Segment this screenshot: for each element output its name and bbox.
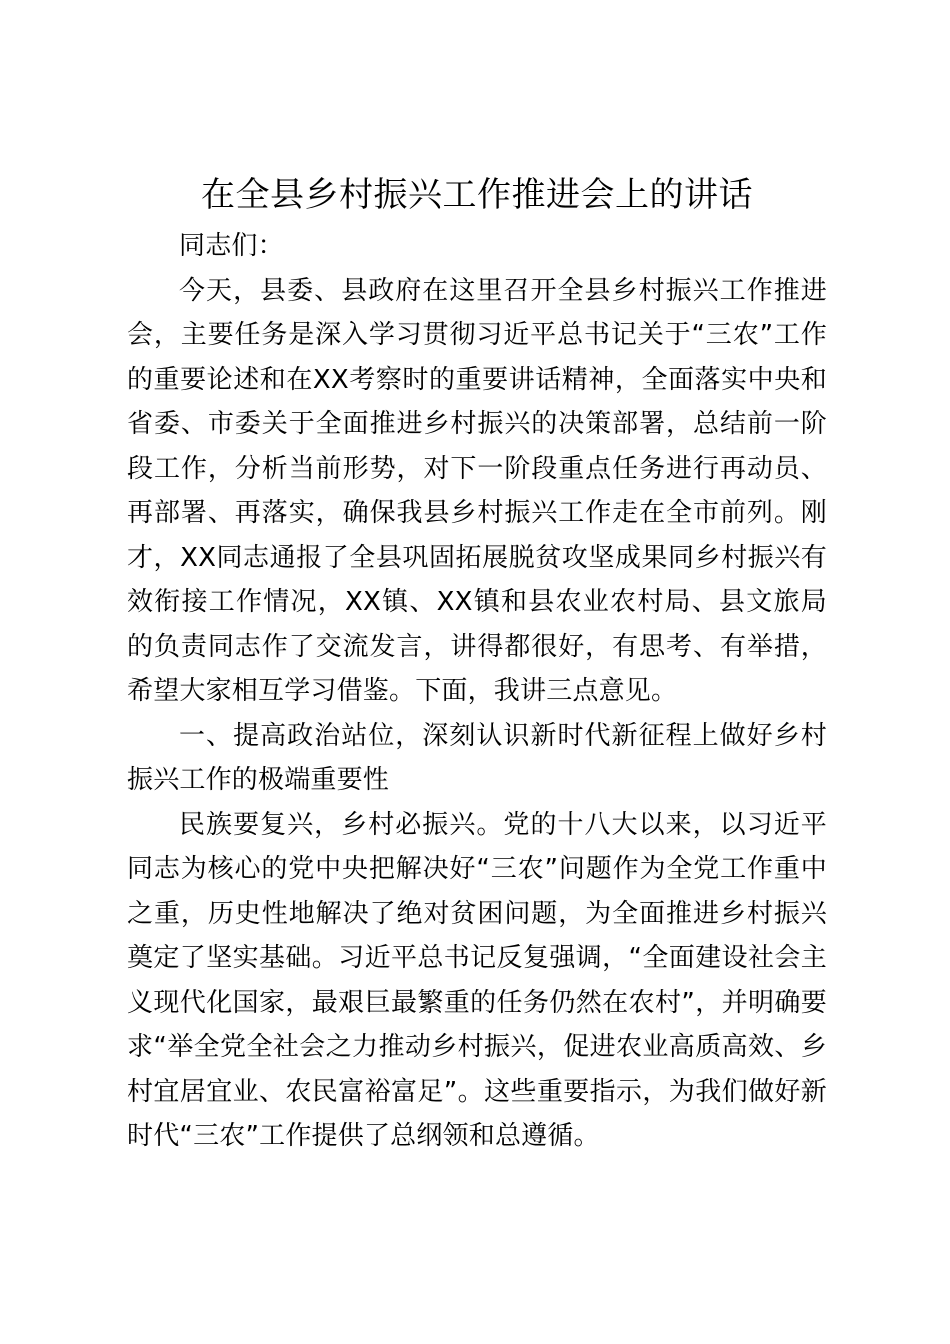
salutation: 同志们： bbox=[179, 231, 284, 261]
section-1-paragraph: 民族要复兴，乡村必振兴。党的十八大以来，以习近平同志为核心的党中央把解决好“三农”问题作为全党工作重中之重，历史性地解决了绝对贫困问题，为全面推进乡村振兴奠定了坚实基础。习近平总书记反复强调，“全面建设社会主义现代化国家，最艰巨最繁重的任务仍然在农村”，并明确要求“举全党全社会之力推动乡村振兴，促进农业高质高效、乡村宜居宜业、农民富裕富足”。这些重要指示，为我们做好新时代“三农”工作提供了总纲领和总遵循。 bbox=[127, 809, 827, 1151]
document-title: 在全县乡村振兴工作推进会上的讲话 bbox=[201, 175, 753, 215]
document-body bbox=[127, 170, 827, 1159]
section-heading-1: 一、提高政治站位，深刻认识新时代新征程上做好乡村振兴工作的极端重要性 bbox=[127, 720, 827, 795]
intro-paragraph: 今天，县委、县政府在这里召开全县乡村振兴工作推进会，主要任务是深入学习贯彻习近平总书记关于“三农”工作的重要论述和在XX考察时的重要讲话精神，全面落实中央和省委、市委关于全面推进乡村振兴的决策部署，总结前一阶段工作，分析当前形势，对下一阶段重点任务进行再动员、再部署、再落实，确保我县乡村振兴工作走在全市前列。刚才，XX同志通报了全县巩固拓展脱贫攻坚成果同乡村振兴有效衔接工作情况，XX镇、XX镇和县农业农村局、县文旅局的负责同志作了交流发言，讲得都很好，有思考、有举措，希望大家相互学习借鉴。下面，我讲三点意见。 bbox=[127, 275, 827, 706]
